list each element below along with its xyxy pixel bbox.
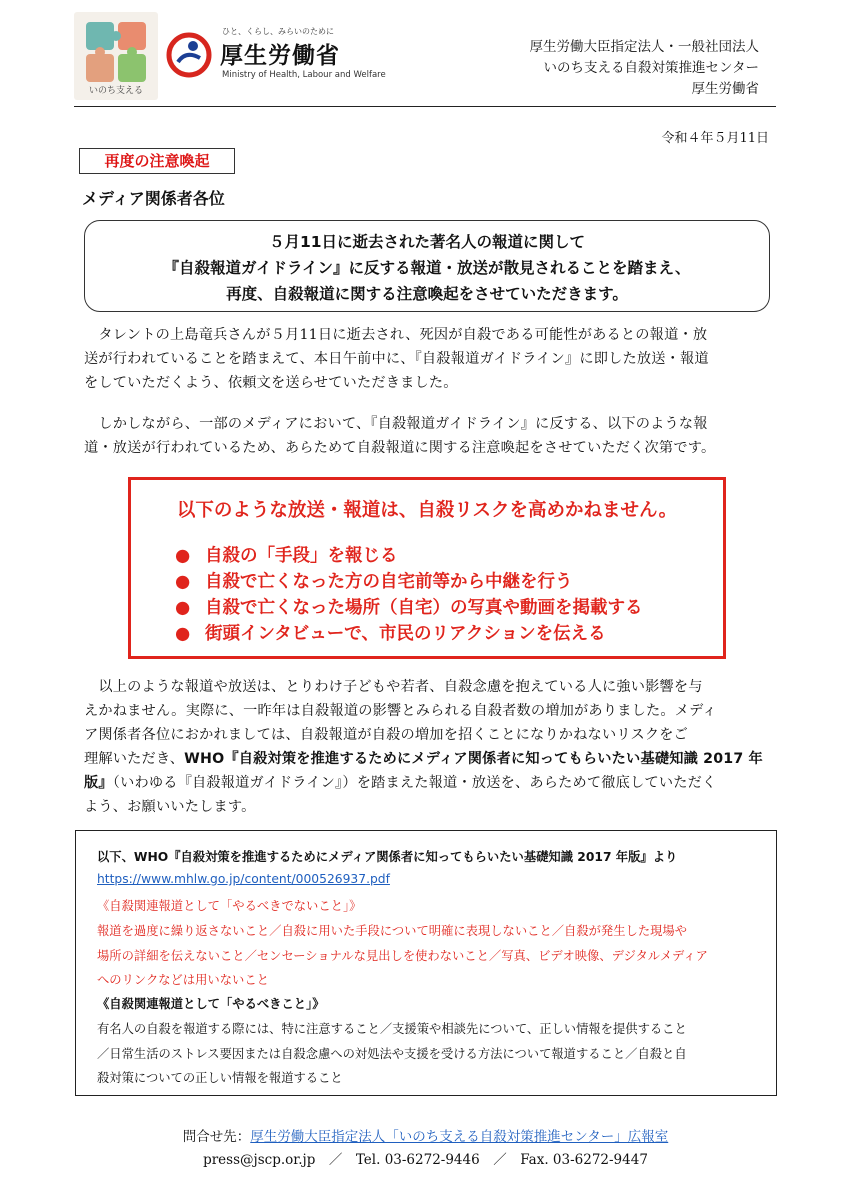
paragraph-line: しかしながら、一部のメディアにおいて、『自殺報道ガイドライン』に反する、以下のような報 <box>84 416 708 432</box>
summary-line: 再度、自殺報道に関する注意喚起をさせていただきます。 <box>226 285 628 303</box>
summary-line: ５月11日に逝去された著名人の報道に関して <box>268 233 586 251</box>
who-guideline-title: WHO『自殺対策を推進するためにメディア関係者に知ってもらいたい基礎知識 2017 年 <box>184 751 763 767</box>
puzzle-logo-icon <box>84 20 148 84</box>
org-line: 厚生労働大臣指定法人・一般社団法人 <box>529 39 759 55</box>
warning-item: ● 自殺の「手段」を報じる <box>175 546 398 566</box>
summary-box <box>84 220 770 312</box>
contact-org-link[interactable]: 厚生労働大臣指定法人「いのち支える自殺対策推進センター」広報室 <box>250 1129 669 1145</box>
header-divider <box>74 106 776 107</box>
logo-caption: いのち支える <box>88 86 143 96</box>
mhlw-name: 厚生労働省 <box>220 43 340 69</box>
dont-heading: 《自殺関連報道として「やるべきでないこと」》 <box>97 899 362 913</box>
paragraph-line: 以上のような報道や放送は、とりわけ子どもや若者、自殺念慮を抱えている人に強い影響を与 <box>84 679 703 695</box>
warning-title: 以下のような放送・報道は、自殺リスクを高めかねません。 <box>176 500 678 521</box>
org-line: いのち支える自殺対策推進センター <box>543 60 759 76</box>
warning-item: ● 自殺で亡くなった方の自宅前等から中継を行う <box>175 572 573 592</box>
reference-heading: 以下、WHO『自殺対策を推進するためにメディア関係者に知ってもらいたい基礎知識 2017 年版』より <box>97 850 678 864</box>
bullet-icon: ● <box>175 624 191 644</box>
do-line: 有名人の自殺を報道する際には、特に注意すること／支援策や相談先について、正しい情報を提供すること <box>97 1022 687 1036</box>
paragraph-line: 道・放送が行われているため、あらためて自殺報道に関する注意喚起をさせていただく次第です。 <box>84 440 716 456</box>
paragraph-line: 送が行われていることを踏まえて、本日午前中に、『自殺報道ガイドライン』に即した放送・報道 <box>84 351 709 367</box>
dont-line: 報道を過度に繰り返さないこと／自殺に用いた手段について明確に表現しないこと／自殺が発生した現場や <box>97 924 688 938</box>
paragraph-line: 理解いただき、WHO『自殺対策を推進するためにメディア関係者に知ってもらいたい基礎知識 2017 年 <box>84 751 763 767</box>
warning-item: ● 自殺で亡くなった場所（自宅）の写真や動画を掲載する <box>175 598 643 618</box>
paragraph-2 <box>84 412 715 460</box>
paragraph-line: 版』（いわゆる『自殺報道ガイドライン』）を踏まえた報道・放送を、あらためて徹底していただく <box>84 775 717 791</box>
warning-item: ● 街頭インタビューで、市民のリアクションを伝える <box>175 624 606 644</box>
contact-label: 問合せ先： <box>182 1129 251 1145</box>
dont-line: 場所の詳細を伝えないこと／センセーショナルな見出しを使わないこと／写真、ビデオ映像、デジタルメディア <box>97 949 708 963</box>
bullet-icon: ● <box>175 546 191 566</box>
paragraph-line: タレントの上島竜兵さんが５月11日に逝去され、死因が自殺である可能性があるとの報道・放 <box>84 327 708 343</box>
reference-url-link[interactable]: https://www.mhlw.go.jp/content/000526937.pdf <box>97 872 390 886</box>
contact-line <box>0 1125 851 1145</box>
issue-date: 令和４年５月11日 <box>661 131 769 146</box>
org-line: 厚生労働省 <box>691 81 759 97</box>
mhlw-english-name: Ministry of Health, Labour and Welfare <box>222 70 386 80</box>
contact-details: press@jscp.or.jp ／ Tel. 03-6272-9446 ／ Fax. 03-6272-9447 <box>203 1152 648 1168</box>
inochi-sasaeru-logo <box>74 12 158 100</box>
paragraph-line: をしていただくよう、依頼文を送らせていただきました。 <box>84 375 458 391</box>
alert-label: 再度の注意喚起 <box>79 148 235 174</box>
dont-line: へのリンクなどは用いないこと <box>97 973 269 987</box>
mhlw-emblem-icon <box>166 32 212 78</box>
do-line: 殺対策についての正しい情報を報道すること <box>97 1071 343 1085</box>
do-line: ／日常生活のストレス要因または自殺念慮への対処法や支援を受ける方法について報道すること／自殺と自 <box>97 1047 687 1061</box>
warning-box <box>128 477 726 659</box>
reference-box <box>75 830 777 1096</box>
do-heading: 《自殺関連報道として「やるべきこと」》 <box>97 997 325 1011</box>
paragraph-line: よう、お願いいたします。 <box>84 799 256 815</box>
issuing-organizations <box>530 37 760 100</box>
summary-line: 『自殺報道ガイドライン』に反する報道・放送が散見されることを踏まえ、 <box>163 259 691 277</box>
paragraph-line: えかねません。実際に、一昨年は自殺報道の影響とみられる自殺者数の増加がありました。メディ <box>84 703 717 719</box>
paragraph-1 <box>84 323 709 395</box>
bullet-icon: ● <box>175 598 191 618</box>
paragraph-line: ア関係者各位におかれましては、自殺報道が自殺の増加を招くことになりかねないリスクをご <box>84 727 688 743</box>
paragraph-3 <box>84 675 763 819</box>
mhlw-tagline: ひと、くらし、みらいのために <box>222 27 334 36</box>
bullet-icon: ● <box>175 572 191 592</box>
salutation: メディア関係者各位 <box>82 189 225 208</box>
